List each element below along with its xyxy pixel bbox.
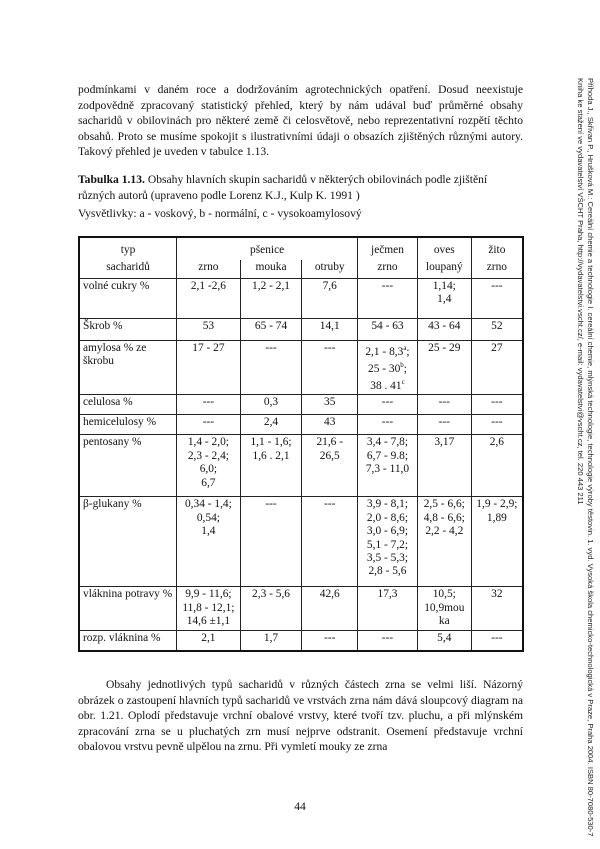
table-row — [79, 318, 523, 340]
table-cell: 14,1 — [302, 318, 358, 340]
table-cell: --- — [302, 631, 358, 651]
cell-value: 38 . 41 — [370, 380, 402, 393]
table-cell: 1,1 - 1,6; 1,6 . 2,1 — [240, 435, 302, 497]
row-label: celulosa % — [79, 395, 177, 415]
table-cell: --- — [302, 340, 358, 395]
table-cell: 42,6 — [302, 587, 358, 631]
table-caption-text: Obsahy hlavních skupin sacharidů v některých obilovinách podle zjištění různých autorů (upraveno podle Lorenz K.J., Kulp K. 1991 ) — [78, 173, 488, 202]
table-cell: --- — [240, 340, 302, 395]
table-row — [79, 497, 523, 587]
table-cell: 0,3 — [240, 395, 302, 415]
table-cell: 3,9 - 8,1; 2,0 - 8,6; 3,0 - 6,9; 5,1 - 7,2; 3,5 - 5,3; 2,8 - 5,6 — [358, 497, 418, 587]
table-cell: 2,5 - 6,6; 4,8 - 6,6; 2,2 - 4,2 — [417, 497, 471, 587]
table-row — [79, 415, 523, 435]
table-cell: 65 - 74 — [240, 318, 302, 340]
table-cell: 27 — [471, 340, 523, 395]
copyright-sidebar-text: Příhoda J., Skřivan P., Hrušková M.: Cereální chemie a technologie I. cereální chemie, mlýnská technologie, technologie výroby těstovin. 1. vyd. Vysoká škola chemicko-technologická v Praze, Praha 2004. ISBN 80-7080-530-7 Kniha ke stažení ve vydavatelství VŠCHT Praha, http://vydavatelstvi.vscht.cz/, e-mail: vydavatelstvi@vscht.cz, tel. 220 443 211 — [576, 78, 595, 837]
cell-separator: ; — [403, 362, 407, 375]
header-psenice-mouka: mouka — [240, 260, 302, 278]
table-cell: 2,3 - 5,6 — [240, 587, 302, 631]
table-cell: 1,4 - 2,0; 2,3 - 2,4; 6,0; 6,7 — [177, 435, 241, 497]
table-row — [79, 278, 523, 318]
header-oves-loupany: loupaný — [417, 260, 471, 278]
body-paragraph: Obsahy jednotlivých typů sacharidů v různých částech zrna se velmi liší. Názorný obrázek o zastoupení hlavních typů sacharidů ve vrstvách zrna nám dává sloupcový diagram na obr. 1.21. Oplodí představuje vrchní obalové vrstvy, které tvoří tzv. pluchu, a při mlýnském zpracování zrna se u pluchatých zrn musí nejprve odstranit. Osemení představuje vrchní obalovou vrstvu pevně ulpělou na zrnu. Při vymletí mouky ze zrna — [78, 678, 523, 754]
table-row — [79, 395, 523, 415]
header-jecmen: ječmen — [358, 237, 418, 260]
row-label: pentosany % — [79, 435, 177, 497]
table-cell: 10,5; 10,9mou ka — [417, 587, 471, 631]
carbohydrate-table — [78, 236, 524, 652]
table-caption — [78, 172, 523, 203]
row-label: rozp. vláknina % — [79, 631, 177, 651]
header-psenice-zrno: zrno — [177, 260, 241, 278]
table-cell: 17,3 — [358, 587, 418, 631]
table-cell: 52 — [471, 318, 523, 340]
table-cell: --- — [177, 415, 241, 435]
table-cell: --- — [417, 395, 471, 415]
table-cell: --- — [471, 631, 523, 651]
table-cell: 3,17 — [417, 435, 471, 497]
row-label: hemicelulosy % — [79, 415, 177, 435]
table-cell: 2,1 — [177, 631, 241, 651]
row-label: Škrob % — [79, 318, 177, 340]
cell-superscript: b — [400, 361, 404, 370]
table-cell: 17 - 27 — [177, 340, 241, 395]
table-cell: 32 — [471, 587, 523, 631]
table-legend: Vysvětlivky: a - voskový, b - normální, c - vysokoamylosový — [78, 207, 362, 220]
table-cell: 43 - 64 — [417, 318, 471, 340]
table-row — [79, 631, 523, 651]
table-cell: --- — [302, 497, 358, 587]
table-cell: --- — [177, 395, 241, 415]
table-cell: --- — [358, 395, 418, 415]
row-label: β-glukany % — [79, 497, 177, 587]
header-psenice-otruby: otruby — [302, 260, 358, 278]
table-cell: 9,9 - 11,6; 11,8 - 12,1; 14,6 ±1,1 — [177, 587, 241, 631]
cell-superscript: a — [403, 343, 407, 352]
table-cell: --- — [417, 415, 471, 435]
table-cell: 2,4 — [240, 415, 302, 435]
header-oves: oves — [417, 237, 471, 260]
table-cell: 25 - 29 — [417, 340, 471, 395]
header-zito: žito — [471, 237, 523, 260]
intro-paragraph: podmínkami v daném roce a dodržováním agrotechnických opatření. Dosud neexistuje zodpovědně zpracovaný statistický přehled, který by nám udával buď průměrné obsahy sacharidů v obilovinách pro některé země či celosvětově, nebo reprezentativní rozpětí těchto obsahů. Proto se musíme spokojit s ilustrativními údaji o obsazích zjištěných různými autory. Takový přehled je uveden v tabulce 1.13. — [78, 83, 523, 159]
table-caption-label: Tabulka 1.13. — [78, 173, 145, 186]
table-row — [79, 340, 523, 395]
table-cell: 1,9 - 2,9; 1,89 — [471, 497, 523, 587]
table-cell: 21,6 - 26,5 — [302, 435, 358, 497]
header-zito-zrno: zrno — [471, 260, 523, 278]
table-cell: --- — [240, 497, 302, 587]
table-cell: --- — [471, 395, 523, 415]
table-cell: 35 — [302, 395, 358, 415]
table-cell: 0,34 - 1,4; 0,54; 1,4 — [177, 497, 241, 587]
cell-superscript: c — [401, 378, 405, 387]
table-cell: 1,14; 1,4 — [417, 278, 471, 318]
header-typ: typ — [79, 237, 177, 260]
table-cell: 1,7 — [240, 631, 302, 651]
table-cell: --- — [471, 278, 523, 318]
copyright-sidebar — [555, 78, 595, 838]
row-label: vláknina potravy % — [79, 587, 177, 631]
header-jecmen-zrno: zrno — [358, 260, 418, 278]
cell-separator: ; — [406, 345, 410, 358]
table-body — [79, 278, 523, 651]
table-cell: --- — [358, 278, 418, 318]
table-cell: 3,4 - 7,8; 6,7 - 9.8; 7,3 - 11,0 — [358, 435, 418, 497]
table-cell — [358, 340, 418, 395]
table-cell: --- — [358, 415, 418, 435]
table-cell: 53 — [177, 318, 241, 340]
table-cell: 7,6 — [302, 278, 358, 318]
cell-value: 2,1 - 8,3 — [365, 345, 404, 358]
header-psenice: pšenice — [177, 237, 358, 260]
table-row — [79, 435, 523, 497]
table-cell: --- — [471, 415, 523, 435]
table-cell: 1,2 - 2,1 — [240, 278, 302, 318]
cell-value: 25 - 30 — [368, 362, 401, 375]
header-sacharidu: sacharidů — [79, 260, 177, 278]
table-cell: 2,6 — [471, 435, 523, 497]
table-cell: 2,1 -2,6 — [177, 278, 241, 318]
row-label: volné cukry % — [79, 278, 177, 318]
row-label: amylosa % ze škrobu — [79, 340, 177, 395]
table-cell: 5,4 — [417, 631, 471, 651]
page-number: 44 — [294, 800, 306, 813]
table-row — [79, 587, 523, 631]
table-cell: 43 — [302, 415, 358, 435]
table-cell: --- — [358, 631, 418, 651]
table-cell: 54 - 63 — [358, 318, 418, 340]
